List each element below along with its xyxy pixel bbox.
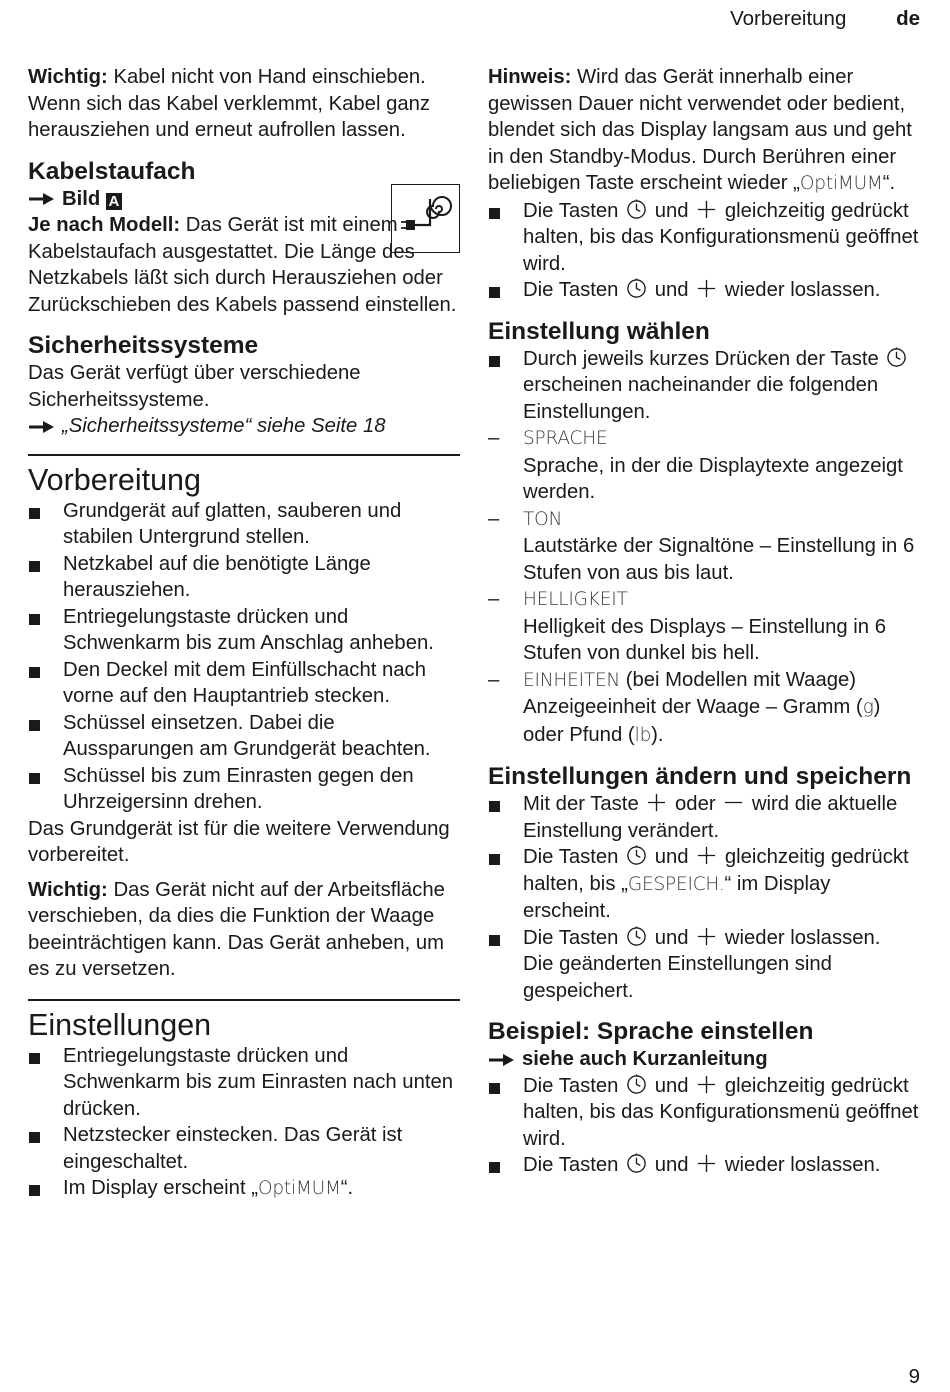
- page-header: [730, 6, 920, 33]
- plus-icon: [696, 1153, 717, 1174]
- list-item: Netzstecker einstecken. Das Gerät ist eingeschaltet.: [28, 1122, 460, 1175]
- einstellungen-list: [28, 1043, 460, 1203]
- wichtig-scale-note: Wichtig: Das Gerät nicht auf der Arbeitsfläche verschieben, da dies die Funktion der Waage beeinträchtigen kann. Das Gerät anheben, um es zu versetzen.: [28, 878, 445, 980]
- option-helligkeit: – HELLIGKEIT Helligkeit des Displays – Einstellung in 6 Stufen von dunkel bis hell.: [488, 588, 886, 664]
- arrow-right-icon: [28, 191, 56, 207]
- einstellungen-section: [28, 999, 460, 1203]
- vorbereitung-after: Das Grundgerät ist für die weitere Verwendung vorbereitet.: [28, 817, 450, 866]
- kabelstaufach-ref: Bild A: [28, 186, 460, 213]
- cable-storage-icon: [391, 184, 460, 253]
- list-item: Grundgerät auf glatten, sauberen und stabilen Untergrund stellen.: [28, 498, 460, 551]
- list-item: Schüssel einsetzen. Dabei die Aussparungen am Grundgerät beachten.: [28, 710, 460, 763]
- right-column: [488, 64, 920, 1179]
- list-item: Mit der Taste oder wird die aktuelle Einstellung verändert.: [488, 791, 920, 844]
- timer-icon: [626, 199, 647, 220]
- timer-icon: [626, 278, 647, 299]
- header-language: de: [896, 7, 920, 30]
- option-sprache: – SPRACHE Sprache, in der die Displaytexte angezeigt werden.: [488, 427, 903, 503]
- list-item: Die Tasten und gleichzeitig gedrückt halten, bis das Konfigurationsmenü geöffnet wird.: [488, 1073, 920, 1153]
- beispiel-list: [488, 1073, 920, 1179]
- list-item: Die Tasten und wieder loslassen.: [488, 277, 920, 304]
- list-item: Den Deckel mit dem Einfüllschacht nach vorne auf den Hauptantrieb stecken.: [28, 657, 460, 710]
- minus-icon: [723, 792, 744, 813]
- hinweis-list: [488, 198, 920, 304]
- plus-icon: [696, 278, 717, 299]
- beispiel-ref: siehe auch Kurzanleitung: [488, 1046, 920, 1073]
- aendern-list: [488, 791, 920, 1004]
- timer-icon: [626, 1074, 647, 1095]
- timer-icon: [626, 1153, 647, 1174]
- figure-letter-badge: A: [106, 193, 122, 210]
- plus-icon: [696, 845, 717, 866]
- vorbereitung-list: [28, 498, 460, 816]
- vorbereitung-section: [28, 454, 460, 983]
- aendern-heading: Einstellungen ändern und speichern: [488, 763, 912, 790]
- option-einheiten: – EINHEITEN (bei Modellen mit Waage) Anzeigeeinheit der Waage – Gramm (g) oder Pfund (lb).: [488, 668, 881, 746]
- sicherheit-text: Das Gerät verfügt über verschiedene Sicherheitssysteme.: [28, 362, 361, 411]
- hinweis-note: Hinweis: Wird das Gerät innerhalb einer gewissen Dauer nicht verwendet oder bedient, blendet sich das Display langsam aus und geht in den Standby-Modus. Durch Berühren einer beliebigen Taste erscheint wieder „OptiMUM“.: [488, 66, 912, 194]
- header-section: Vorbereitung: [730, 7, 847, 30]
- list-item: Die Tasten und wieder loslassen. Die geänderten Einstellungen sind gespeichert.: [488, 925, 920, 1005]
- kabelstaufach-text: Je nach Modell: Das Gerät ist mit einem Kabelstaufach ausgestattet. Die Länge des Netzkabels läßt sich durch Herausziehen oder Zurückschieben des Kabels passend einstellen.: [28, 214, 457, 316]
- list-item: Entriegelungstaste drücken und Schwenkarm bis zum Einrasten nach unten drücken.: [28, 1043, 460, 1123]
- einstellung-waehlen-heading: Einstellung wählen: [488, 317, 710, 345]
- option-ton: – TON Lautstärke der Signaltöne – Einstellung in 6 Stufen von aus bis laut.: [488, 507, 915, 584]
- waehlen-list: [488, 346, 920, 426]
- timer-icon: [886, 347, 907, 368]
- plus-icon: [696, 199, 717, 220]
- list-item: Im Display erscheint „OptiMUM“.: [28, 1175, 460, 1203]
- wichtig-cable-note: Wichtig: Kabel nicht von Hand einschieben. Wenn sich das Kabel verklemmt, Kabel ganz herausziehen und erneut aufrollen lassen.: [28, 66, 431, 141]
- list-item: Die Tasten und gleichzeitig gedrückt halten, bis „GESPEICH.“ im Display erscheint.: [488, 844, 920, 925]
- plus-icon: [646, 792, 667, 813]
- beispiel-heading: Beispiel: Sprache einstellen: [488, 1018, 814, 1045]
- plus-icon: [696, 926, 717, 947]
- list-item: Netzkabel auf die benötigte Länge herausziehen.: [28, 551, 460, 604]
- list-item: Die Tasten und wieder loslassen.: [488, 1152, 920, 1179]
- sicherheit-heading: Sicherheitssysteme: [28, 332, 259, 359]
- sicherheit-ref: „Sicherheitssysteme“ siehe Seite 18: [28, 413, 460, 440]
- vorbereitung-heading: Vorbereitung: [28, 462, 201, 497]
- list-item: Die Tasten und gleichzeitig gedrückt halten, bis das Konfigurationsmenü geöffnet wird.: [488, 198, 920, 278]
- list-item: Durch jeweils kurzes Drücken der Taste erscheinen nacheinander die folgenden Einstellungen.: [488, 346, 920, 426]
- arrow-right-icon: [488, 1052, 516, 1068]
- plus-icon: [696, 1074, 717, 1095]
- timer-icon: [626, 845, 647, 866]
- arrow-right-icon: [28, 419, 56, 435]
- timer-icon: [626, 926, 647, 947]
- page-number: 9: [908, 1364, 920, 1388]
- kabelstaufach-heading: Kabelstaufach: [28, 157, 196, 185]
- list-item: Schüssel bis zum Einrasten gegen den Uhrzeigersinn drehen.: [28, 763, 460, 816]
- list-item: Entriegelungstaste drücken und Schwenkarm bis zum Anschlag anheben.: [28, 604, 460, 657]
- einstellungen-heading: Einstellungen: [28, 1007, 212, 1042]
- left-column: [28, 64, 460, 1203]
